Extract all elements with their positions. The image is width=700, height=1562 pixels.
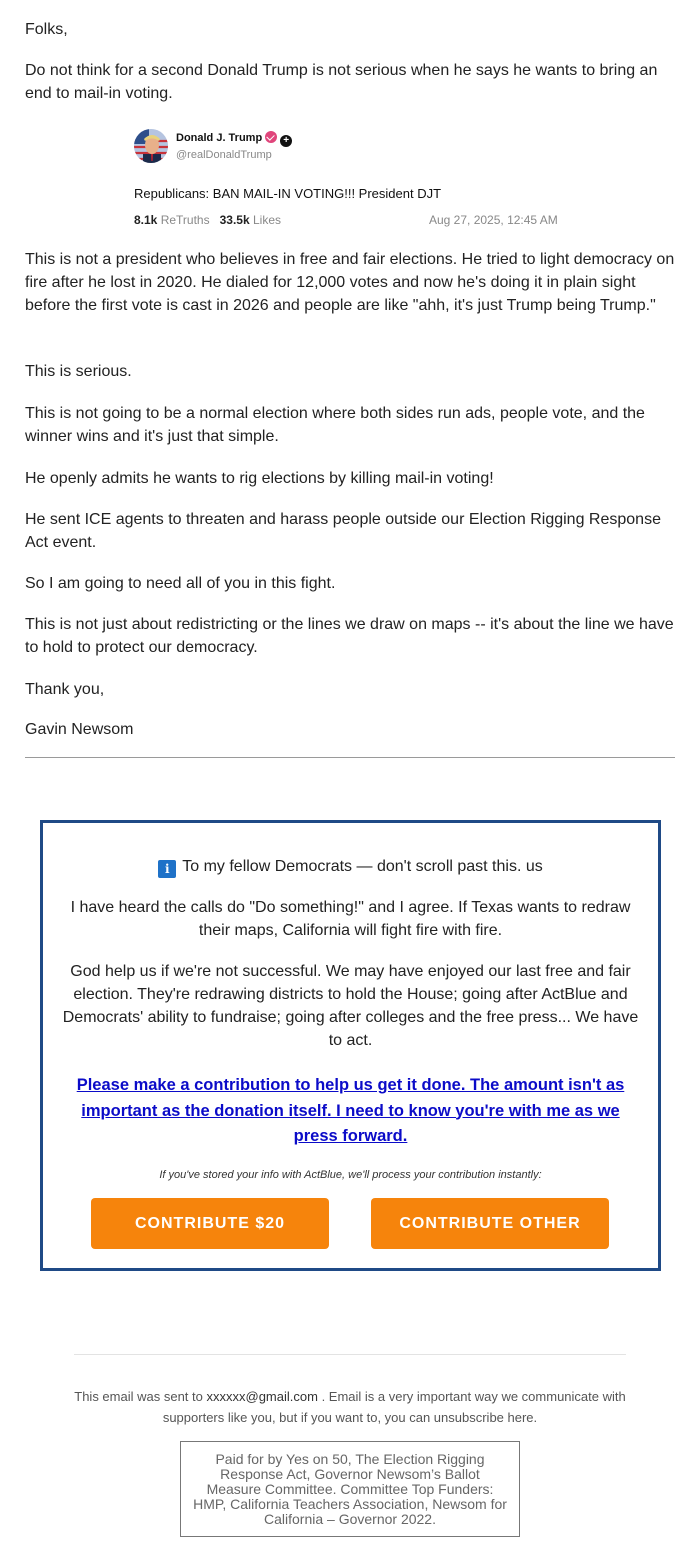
sign-off: Thank you, (25, 681, 105, 698)
likes-count: 33.5k (219, 213, 250, 227)
tweet-date: Aug 27, 2025, 12:45 AM (429, 213, 558, 227)
retruths-label: ReTruths (160, 213, 210, 227)
paragraph-ice-agents: He sent ICE agents to threaten and harass people outside our Election Rigging Response Act event. (25, 511, 661, 551)
actblue-note: If you've stored your info with ActBlue, we'll process your contribution instantly: (159, 1169, 542, 1181)
callout-heading-text: To my fellow Democrats — don't scroll past this. us (182, 858, 543, 875)
footer-divider (74, 1354, 626, 1355)
paragraph-need-you: So I am going to need all of you in this fight. (25, 575, 336, 592)
divider (25, 757, 675, 758)
paid-for-disclaimer: Paid for by Yes on 50, The Election Rigging Response Act, Governor Newsom’s Ballot Measure Committee. Committee Top Funders: HMP, California Teachers Association, Newsom for California – Governor 2022. (180, 1441, 520, 1537)
embedded-tweet[interactable] (134, 129, 584, 239)
tweet-stats (134, 213, 281, 228)
paragraph-rig-elections: He openly admits he wants to rig elections by killing mail-in voting! (25, 470, 494, 487)
tweet-text: Republicans: BAN MAIL-IN VOTING!!! President DJT (134, 186, 442, 201)
signature-name: Gavin Newsom (25, 721, 134, 738)
contribute-other-button[interactable]: CONTRIBUTE OTHER (371, 1198, 609, 1249)
avatar (134, 129, 168, 163)
info-icon: i (158, 860, 176, 878)
donation-callout (40, 820, 661, 1271)
footer-sent-prefix: This email was sent to (74, 1389, 203, 1404)
likes-label: Likes (253, 213, 282, 227)
callout-paragraph-1: I have heard the calls do "Do something!" and I agree. If Texas wants to redraw their maps, California will fight fire with fire. (70, 899, 631, 939)
tweet-author-name[interactable] (176, 131, 292, 147)
tweet-author-name-text: Donald J. Trump (176, 132, 263, 144)
greeting: Folks, (25, 21, 68, 38)
footer-notice (70, 1386, 630, 1428)
contribution-link[interactable]: Please make a contribution to help us get it done. The amount isn't as important as the donation itself. I need to know you're with me as we press forward. (76, 1076, 625, 1145)
paragraph-normal-election: This is not going to be a normal election where both sides run ads, people vote, and the winner wins and it's just that simple. (25, 405, 645, 445)
callout-paragraph-2: God help us if we're not successful. We may have enjoyed our last free and fair election. They're redrawing districts to hold the House; going after ActBlue and Democrats' ability to fundraise; going after colleges and the free press... We have to act. (62, 963, 639, 1049)
recipient-email: xxxxxx@gmail.com (206, 1389, 318, 1404)
paragraph-redistricting: This is not just about redistricting or the lines we draw on maps -- it's about the line we have to hold to protect our democracy. (25, 616, 674, 656)
paragraph-democracy: This is not a president who believes in free and fair elections. He tried to light democracy on fire after he lost in 2020. He dialed for 12,000 votes and now he's doing it in plain sight before the first vote is cast in 2026 and people are like "ahh, it's just Trump being Trump." (25, 251, 675, 314)
contribute-20-button[interactable]: CONTRIBUTE $20 (91, 1198, 329, 1249)
footer-unsubscribe-text[interactable]: . Email is a very important way we communicate with supporters like you, but if you want to, you can unsubscribe here. (162, 1389, 626, 1425)
callout-heading (58, 855, 643, 878)
avatar-flag-icon (134, 129, 168, 163)
paragraph-serious: This is serious. (25, 363, 132, 380)
retruths-count: 8.1k (134, 213, 158, 227)
verified-badge-icon (265, 131, 277, 143)
tweet-handle[interactable]: @realDonaldTrump (176, 149, 272, 161)
plus-badge-icon: + (280, 135, 292, 147)
intro-paragraph: Do not think for a second Donald Trump is not serious when he says he wants to bring an end to mail-in voting. (25, 62, 658, 102)
